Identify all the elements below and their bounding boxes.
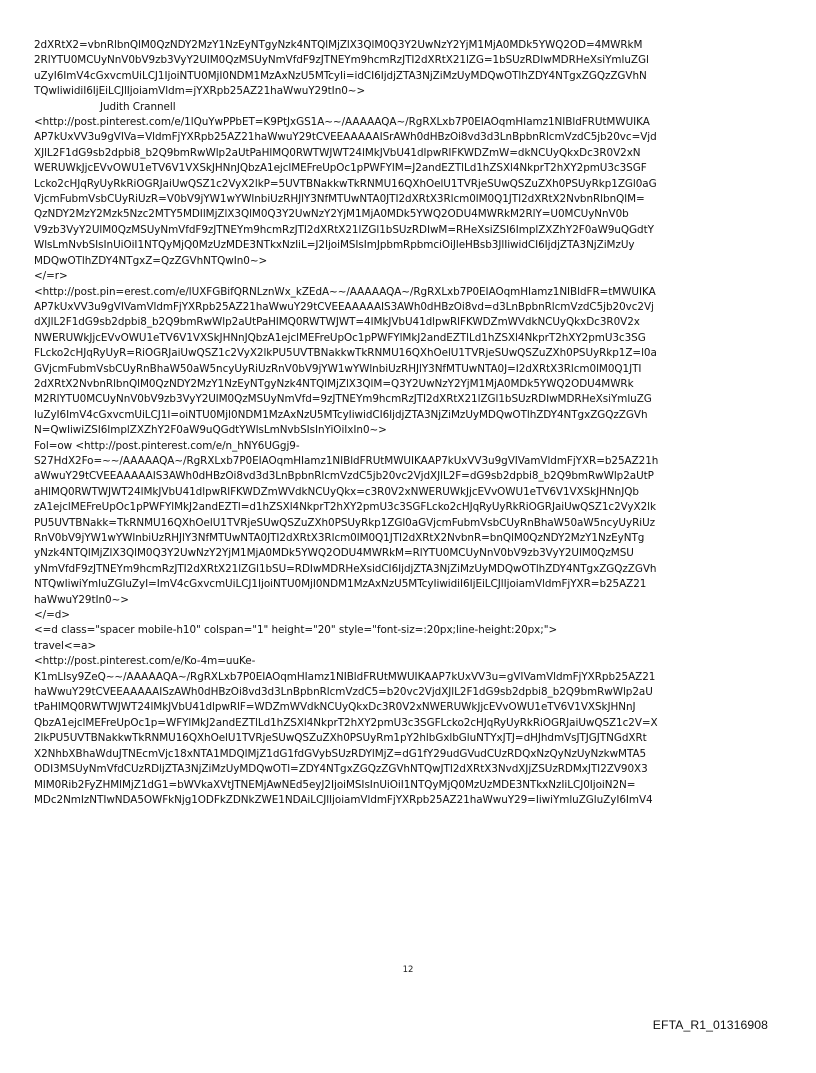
text-line: PU5UVTBNakk=TkRNMU16QXhOelU1TVRjeSUwQSZuZXh0PSUyRkp1ZGl0aGVjcmFubmVsbCUyRnBhaW50aW5ncyUyRiUz bbox=[34, 516, 656, 529]
text-line: MDc2NmIzNTIwNDA5OWFkNjg1ODFkZDNkZWE1NDAiLCJlIjoiamVldmFjYXRpb25AZ21haWwuY29=IiwiYmluZGluZyI6ImV4 bbox=[34, 793, 653, 806]
document-id: EFTA_R1_01316908 bbox=[652, 1018, 768, 1032]
text-line: N=QwIiwiZSI6ImplZXZhY2F0aW9uQGdtYWlsLmNvbSIsInYiOiIxIn0~> bbox=[34, 424, 387, 437]
text-line: yNzk4NTQlMjZlX3QlM0Q3Y2UwNzY2YjM1MjA0MDk5YWQ2ODU4MWRkM=RlYTU0MCUyNnV0bV9zb3VyY2UlM0QzMSU bbox=[34, 547, 634, 560]
text-line: Fol=ow <http://post.pinterest.com/e/n_hNY6UGgj9- bbox=[34, 439, 300, 452]
text-line: WlsLmNvbSIsInUiOiI1NTQyMjQ0MzUzMDE3NTkxNzIiL=J2IjoiMSIsImJpbmRpbmciOiJleHBsb3JlIiwidCI6IjdjZTA3NjZiMzUy bbox=[34, 239, 635, 252]
text-line: haWwuY29tCVEEAAAAAISzAWh0dHBzOi8vd3d3LnBpbnRlcmVzdC5=b20vc2VjdXJlL2F1dG9sb2dpbi8_b2Q9bmRwWlp2aU bbox=[34, 686, 653, 699]
text-line: aHlMQ0RWTWJWT24lMkJVbU41dlpwRlFKWDZmWVdkNCUyQkx=c3R0V2xNWERUWkJjcEVvOWU1eTV6V1VXSkJHNnJQb bbox=[34, 485, 639, 498]
text-line: AP7kUxVV3u9gVIVamVldmFjYXRpb25AZ21haWwuY29tCVEEAAAAAIS3AWh0dHBzOi8vd=d3LnBpbnRlcmVzdC5jb20vc2Vj bbox=[34, 300, 654, 313]
text-line: haWwuY29tIn0~> bbox=[34, 593, 129, 606]
author-name: Judith Crannell bbox=[100, 100, 176, 113]
text-line: uZyI6ImV4cGxvcmUiLCJ1IjoiNTU0MjI0NDM1MzAxNzU5MTcyIi=idCI6IjdjZTA3NjZiMzUyMDQwOTlhZDY4NTgxZGQzZGVhN bbox=[34, 69, 647, 82]
text-line: 2dXRtX2=vbnRlbnQlM0QzNDY2MzY1NzEyNTgyNzk4NTQlMjZlX3QlM0Q3Y2UwNzY2YjM1MjA0MDk5YWQ2OD=4MWRkM bbox=[34, 39, 643, 51]
text-line: RnV0bV9jYW1wYWlnbiUzRHJlY3NfMTUwNTA0JTI2dXRtX3Rlcm0lM0Q1JTI2dXRtX2NvbnR=bnQlM0QzNDY2MzY1NzEyNTg bbox=[34, 532, 645, 544]
text-line: <http://post.pin=erest.com/e/lUXFGBifQRNLznWx_kZEdA~~/AAAAAQA~/RgRXLxb7P0EIAOqmHIamz1NIBldFR=tMWUIKA bbox=[34, 285, 656, 298]
text-line: TQwliwidiI6IjEiLCJlIjoiamVldm=jYXRpb25AZ21haWwuY29tIn0~> bbox=[34, 85, 366, 98]
text-line: NTQwIiwiYmluZGluZyI=ImV4cGxvcmUiLCJ1IjoiNTU0MjI0NDM1MzAxNzU5MTcyIiwidiI6IjEiLCJlIjoiamVldmFjYXR=b25AZ21 bbox=[34, 578, 647, 591]
text-line: WERUWkJjcEVvOWU1eTV6V1VXSkJHNnJQbzA1ejclMEFreUpOc1pPWFYlM=J2andEZTlLd1hZSXl4NkprT2hXY2pmU3c3SGF bbox=[34, 162, 647, 175]
text-line: ODI3MSUyNmVfdCUzRDljZTA3NjZiMzUyMDQwOTl=ZDY4NTgxZGQzZGVhNTQwJTI2dXRtX3NvdXJjZSUzRDMxJTI2ZV90X3 bbox=[34, 763, 648, 776]
text-line: FLcko2cHJqRyUyR=RiOGRJaiUwQSZ1c2VyX2lkPU5UVTBNakkwTkRNMU16QXhOelU1TVRjeSUwQSZuZXh0PSUyRkp1Z=l0a bbox=[34, 347, 657, 360]
text-line: <http://post.pinterest.com/e/Ko-4m=uuKe- bbox=[34, 655, 256, 668]
text-line: dXJlL2F1dG9sb2dpbi8_b2Q9bmRwWlp2aUtPaHlMQ0RWTWJWT=4lMkJVbU41dlpwRlFKWDZmWVdkNCUyQkxDc3R0V2x bbox=[34, 316, 640, 329]
text-line: <http://post.pinterest.com/e/1lQuYwPPbET=K9PtJxGS1A~~/AAAAAQA~/RgRXLxb7P0EIAOqmHIamz1NIBldFRUtMWUIKA bbox=[34, 116, 650, 129]
text-line: M2RlYTU0MCUyNnV0bV9zb3VyY2UlM0QzMSUyNmVfd=9zJTNEYm9hcmRzJTI2dXRtX21lZGl1bSUzRDIwMDRHeXsiYmluZG bbox=[34, 393, 652, 406]
text-line: Lcko2cHJqRyUyRkRiOGRJaiUwQSZ1c2VyX2lkP=5UVTBNakkwTkRNMU16QXhOelU1TVRjeSUwQSZuZXh0PSUyRkp1ZGl0aG bbox=[34, 177, 657, 190]
page-number: 12 bbox=[402, 965, 414, 975]
text-line: </=r> bbox=[34, 270, 68, 283]
text-line: NWERUWkJjcEVvOWU1eTV6V1VXSkJHNnJQbzA1ejclMEFreUpOc1pPWFYlMkJ2andEZTlLd1hZSXl4NkprT2hXY2pmU3c3SG bbox=[34, 331, 646, 344]
text-line: MDQwOTlhZDY4NTgxZ=QzZGVhNTQwIn0~> bbox=[34, 254, 268, 267]
text-line: zA1ejclMEFreUpOc1pPWFYlMkJ2andEZTl=d1hZSXl4NkprT2hXY2pmU3c3SGFLcko2cHJqRyUyRkRiOGRJaiUwQSZ1c2VyX2lk bbox=[34, 501, 656, 514]
text-line: luZyI6ImV4cGxvcmUiLCJ1I=oiNTU0MjI0NDM1MzAxNzU5MTcyIiwidCI6IjdjZTA3NjZiMzUyMDQwOTlhZDY4NTgxZGQzZGVh bbox=[34, 408, 648, 421]
text-line: 2dXRtX2NvbnRlbnQlM0QzNDY2MzY1NzEyNTgyNzk4NTQlMjZlX3QlM=Q3Y2UwNzY2YjM1MjA0MDk5YWQ2ODU4MWRk bbox=[34, 377, 634, 390]
text-line: VjcmFubmVsbCUyRiUzR=V0bV9jYW1wYWlnbiUzRHJlY3NfMTUwNTA0JTI2dXRtX3Rlcm0lM0Q1JTI2dXRtX2NvbnRlbnQlM= bbox=[34, 193, 645, 206]
text-line: X2NhbXBhaWduJTNEcmVjc18xNTA1MDQlMjZ1dG1fdGVybSUzRDYlMjZ=dG1fY29udGVudCUzRDQxNzQyNzUyNzkwMTA5 bbox=[34, 747, 647, 760]
text-line: GVjcmFubmVsbCUyRnBhaW50aW5ncyUyRiUzRnV0bV9jYW1wYWlnbiUzRHJlY3NfMTUwNTA0J=I2dXRtX3Rlcm0lM0Q1JTI bbox=[34, 362, 642, 375]
text-line: AP7kUxVV3u9gVIVa=VldmFjYXRpb25AZ21haWwuY29tCVEEAAAAAISrAWh0dHBzOi8vd3d3LnBpbnRlcmVzdC5jb20vc=Vjd bbox=[34, 131, 657, 144]
text-line: XJlL2F1dG9sb2dpbi8_b2Q9bmRwWlp2aUtPaHlMQ0RWTWJWT24lMkJVbU41dlpwRlFKWDZmW=dkNCUyQkxDc3R0V2xN bbox=[34, 146, 641, 159]
text-line: 2RlYTU0MCUyNnV0bV9zb3VyY2UlM0QzMSUyNmVfdF9zJTNEYm9hcmRzJTI2dXRtX21lZG=1bSUzRDIwMDRHeXsiYmluZGl bbox=[34, 54, 649, 67]
text-line: S27HdX2Fo=~~/AAAAAQA~/RgRXLxb7P0EIAOqmHIamz1NIBldFRUtMWUIKAAP7kUxVV3u9gVIVamVldmFjYXR=b25AZ21h bbox=[34, 454, 659, 467]
text-line: V9zb3VyY2UlM0QzMSUyNmVfdF9zJTNEYm9hcmRzJTI2dXRtX21lZGl1bSUzRDIwM=RHeXsiZSI6ImplZXZhY2F0aW9uQGdtY bbox=[34, 223, 654, 236]
text-line: tPaHlMQ0RWTWJWT24lMkJVbU41dlpwRlF=WDZmWVdkNCUyQkxDc3R0V2xNWERUWkJjcEVvOWU1eTV6V1VXSkJHNnJ bbox=[34, 701, 636, 714]
text-line: 2lkPU5UVTBNakkwTkRNMU16QXhOelU1TVRjeSUwQSZuZXh0PSUyRm1pY2hlbGxlbGluNTYxJTJ=dHJhdmVsJTJGJTNGdXRt bbox=[34, 732, 647, 745]
text-line: <=d class="spacer mobile-h10" colspan="1" height="20" style="font-siz=:20px;line-height:20px;"> bbox=[34, 624, 558, 637]
text-line: yNmVfdF9zJTNEYm9hcmRzJTI2dXRtX21lZGl1bSU=RDIwMDRHeXsidCI6IjdjZTA3NjZiMzUyMDQwOTlhZDY4NTgxZGQzZGVh bbox=[34, 562, 657, 575]
text-line: MlM0Rib2FyZHMlMjZ1dG1=bWVkaXVtJTNEMjAwNEd5eyJ2IjoiMSIsInUiOiI1NTQyMjQ0MzUzMDE3NTkxNzIiLCJ0IjoiN2N= bbox=[34, 778, 636, 791]
text-line: QzNDY2MzY2Mzk5Nzc2MTY5MDIlMjZlX3QlM0Q3Y2UwNzY2YjM1MjA0MDk5YWQ2ODU4MWRkM2RlY=U0MCUyNnV0b bbox=[34, 208, 629, 221]
text-line: </=d> bbox=[34, 609, 70, 622]
text-line: K1mLIsy9ZeQ~~/AAAAAQA~/RgRXLxb7P0EIAOqmHIamz1NIBldFRUtMWUIKAAP7kUxVV3u=gVIVamVldmFjYXRpb25AZ21 bbox=[34, 670, 656, 683]
text-line: QbzA1ejclMEFreUpOc1p=WFYlMkJ2andEZTlLd1hZSXl4NkprT2hXY2pmU3c3SGFLcko2cHJqRyUyRkRiOGRJaiUwQSZ1c2V=X bbox=[34, 716, 658, 729]
text-line: aWwuY29tCVEEAAAAAIS3AWh0dHBzOi8vd3d3LnBpbnRlcmVzdC5jb20vc2VjdXJlL2F=dG9sb2dpbi8_b2Q9bmRwWlp2aUtP bbox=[34, 470, 654, 483]
document-body bbox=[34, 38, 782, 808]
text-line: travel<=a> bbox=[34, 639, 97, 652]
